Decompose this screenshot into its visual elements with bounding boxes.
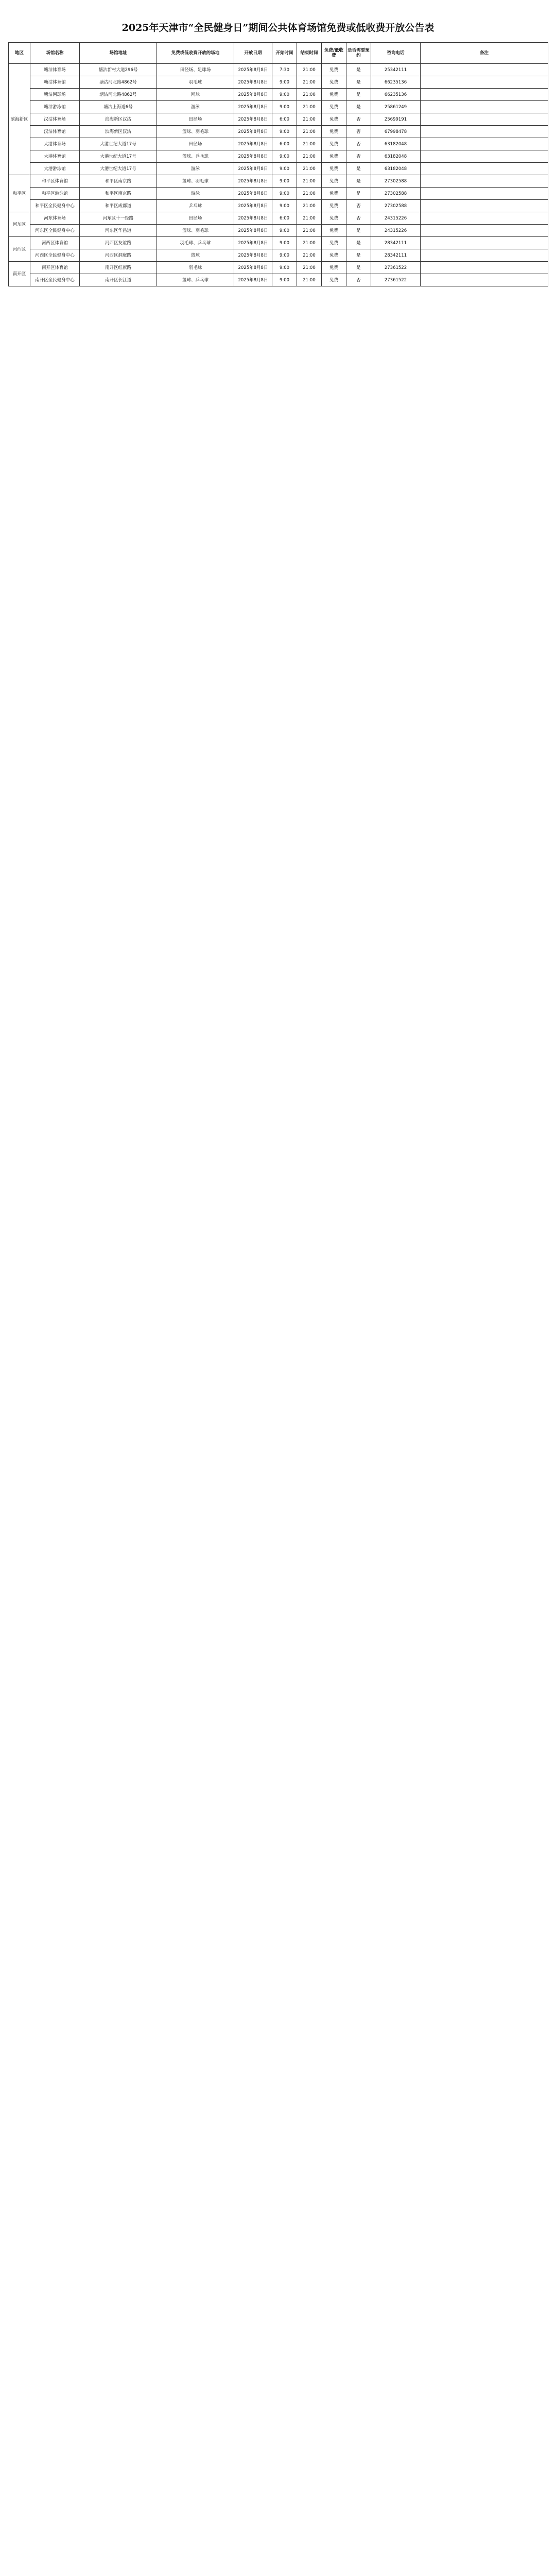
table-cell: 免费: [322, 150, 346, 163]
table-cell: 河东区华昌道: [80, 225, 157, 237]
table-cell: 63182048: [371, 163, 421, 175]
table-cell: 27302588: [371, 200, 421, 212]
table-cell: 南开区红旗路: [80, 262, 157, 274]
table-cell: [421, 113, 548, 126]
table-cell: 免费: [322, 237, 346, 249]
table-cell: 6:00: [272, 212, 297, 225]
table-cell: 篮球、羽毛球: [157, 175, 234, 188]
table-cell: 2025年8月8日: [234, 89, 272, 101]
table-cell: 9:00: [272, 101, 297, 113]
table-cell: 游泳: [157, 101, 234, 113]
table-row: [9, 175, 548, 188]
table-cell: 河西区全民健身中心: [30, 249, 80, 262]
table-cell: 21:00: [297, 274, 322, 286]
table-cell: 河西区洞庭路: [80, 249, 157, 262]
column-header: 场馆名称: [30, 43, 80, 64]
table-cell: 篮球、乒乓球: [157, 274, 234, 286]
table-cell: 9:00: [272, 200, 297, 212]
table-row: [9, 262, 548, 274]
table-cell: 免费: [322, 249, 346, 262]
table-cell: 2025年8月8日: [234, 262, 272, 274]
table-cell: 是: [346, 249, 371, 262]
table-cell: 羽毛球: [157, 262, 234, 274]
table-cell: 免费: [322, 76, 346, 89]
table-cell: 是: [346, 175, 371, 188]
table-cell: [421, 249, 548, 262]
table-cell: 2025年8月8日: [234, 200, 272, 212]
table-cell: 大港世纪大道17号: [80, 138, 157, 150]
table-cell: 2025年8月8日: [234, 163, 272, 175]
table-cell: 塘沽上海道6号: [80, 101, 157, 113]
table-cell: 24315226: [371, 212, 421, 225]
table-cell: 63182048: [371, 150, 421, 163]
table-cell: 大港游泳馆: [30, 163, 80, 175]
table-cell: 2025年8月8日: [234, 150, 272, 163]
table-cell: 24315226: [371, 225, 421, 237]
table-cell: 2025年8月8日: [234, 113, 272, 126]
table-cell: 羽毛球: [157, 76, 234, 89]
table-cell: 9:00: [272, 274, 297, 286]
table-cell: [421, 175, 548, 188]
table-cell: 篮球、乒乓球: [157, 150, 234, 163]
table-cell: 是: [346, 237, 371, 249]
table-cell: 田径场: [157, 138, 234, 150]
column-header: 地区: [9, 43, 30, 64]
table-cell: 是: [346, 76, 371, 89]
table-cell: 河东区全民健身中心: [30, 225, 80, 237]
table-cell: 2025年8月8日: [234, 64, 272, 76]
table-cell: [421, 76, 548, 89]
table-cell: 免费: [322, 188, 346, 200]
table-cell: 21:00: [297, 126, 322, 138]
table-cell: [421, 200, 548, 212]
district-cell: 河东区: [9, 212, 30, 237]
table-row: [9, 212, 548, 225]
table-cell: 免费: [322, 225, 346, 237]
table-cell: 否: [346, 126, 371, 138]
table-cell: 21:00: [297, 225, 322, 237]
table-cell: [421, 274, 548, 286]
table-cell: 河东体育场: [30, 212, 80, 225]
table-cell: 2025年8月8日: [234, 212, 272, 225]
announcement-table: [8, 42, 548, 286]
table-cell: 免费: [322, 200, 346, 212]
table-cell: 免费: [322, 138, 346, 150]
table-cell: 汉沽体育场: [30, 113, 80, 126]
table-cell: [421, 212, 548, 225]
table-cell: 塘沽体育场: [30, 64, 80, 76]
table-cell: 羽毛球、乒乓球: [157, 237, 234, 249]
table-cell: 9:00: [272, 175, 297, 188]
table-cell: 21:00: [297, 101, 322, 113]
table-cell: 否: [346, 150, 371, 163]
table-cell: [421, 138, 548, 150]
table-cell: 滨海新区汉沽: [80, 113, 157, 126]
table-cell: 21:00: [297, 163, 322, 175]
table-cell: 游泳: [157, 163, 234, 175]
table-cell: 是: [346, 262, 371, 274]
table-row: [9, 76, 548, 89]
table-cell: 塘沽游泳馆: [30, 101, 80, 113]
table-cell: 南开区体育馆: [30, 262, 80, 274]
column-header: 场馆地址: [80, 43, 157, 64]
table-header-row: [9, 43, 548, 64]
column-header: 开始时间: [272, 43, 297, 64]
table-cell: 塘沽河北路4862号: [80, 89, 157, 101]
table-cell: 是: [346, 89, 371, 101]
column-header: 免费或低收费开放的场地: [157, 43, 234, 64]
table-cell: 2025年8月8日: [234, 175, 272, 188]
district-cell: 和平区: [9, 175, 30, 212]
table-row: [9, 113, 548, 126]
table-cell: [421, 163, 548, 175]
table-cell: 塘沽新村大道296号: [80, 64, 157, 76]
table-cell: 否: [346, 200, 371, 212]
column-header: 免费/低收费: [322, 43, 346, 64]
table-cell: 2025年8月8日: [234, 249, 272, 262]
table-cell: 免费: [322, 274, 346, 286]
table-cell: 27361522: [371, 262, 421, 274]
table-cell: [421, 126, 548, 138]
table-cell: 否: [346, 212, 371, 225]
table-cell: [421, 188, 548, 200]
table-cell: 和平区南京路: [80, 188, 157, 200]
table-cell: 21:00: [297, 150, 322, 163]
table-row: [9, 237, 548, 249]
table-cell: 否: [346, 113, 371, 126]
table-cell: 9:00: [272, 89, 297, 101]
table-cell: 2025年8月8日: [234, 274, 272, 286]
table-cell: 21:00: [297, 237, 322, 249]
table-cell: 免费: [322, 89, 346, 101]
table-cell: 游泳: [157, 188, 234, 200]
table-cell: 乒乓球: [157, 200, 234, 212]
table-cell: 25861249: [371, 101, 421, 113]
table-cell: 7:30: [272, 64, 297, 76]
table-cell: 2025年8月8日: [234, 237, 272, 249]
table-cell: 2025年8月8日: [234, 126, 272, 138]
table-cell: 和平区游泳馆: [30, 188, 80, 200]
table-cell: 塘沽体育馆: [30, 76, 80, 89]
table-row: [9, 150, 548, 163]
table-cell: 2025年8月8日: [234, 188, 272, 200]
table-cell: 是: [346, 225, 371, 237]
table-cell: [421, 237, 548, 249]
table-cell: 是: [346, 163, 371, 175]
table-row: [9, 138, 548, 150]
table-cell: 2025年8月8日: [234, 101, 272, 113]
table-cell: 28342111: [371, 237, 421, 249]
table-cell: 河西区体育馆: [30, 237, 80, 249]
table-cell: 篮球、羽毛球: [157, 225, 234, 237]
table-cell: 21:00: [297, 64, 322, 76]
column-header: 咨询电话: [371, 43, 421, 64]
district-cell: 河西区: [9, 237, 30, 262]
table-cell: 篮球: [157, 249, 234, 262]
table-cell: 6:00: [272, 113, 297, 126]
table-cell: 21:00: [297, 175, 322, 188]
table-cell: 网球: [157, 89, 234, 101]
table-cell: 63182048: [371, 138, 421, 150]
column-header: 是否需要预约: [346, 43, 371, 64]
table-cell: 是: [346, 101, 371, 113]
table-cell: 田径场: [157, 113, 234, 126]
table-cell: 21:00: [297, 249, 322, 262]
table-cell: 9:00: [272, 76, 297, 89]
table-cell: 南开区全民健身中心: [30, 274, 80, 286]
table-cell: 9:00: [272, 150, 297, 163]
table-cell: 21:00: [297, 262, 322, 274]
table-cell: 27302588: [371, 175, 421, 188]
table-cell: [421, 101, 548, 113]
table-cell: 是: [346, 64, 371, 76]
page-title: 2025年天津市“全民健身日”期间公共体育场馆免费或低收费开放公告表: [121, 22, 435, 33]
table-cell: 21:00: [297, 138, 322, 150]
table-cell: 田径场、足球场: [157, 64, 234, 76]
table-cell: 和平区全民健身中心: [30, 200, 80, 212]
table-row: [9, 188, 548, 200]
table-cell: 66235136: [371, 76, 421, 89]
table-row: [9, 101, 548, 113]
table-cell: 河西区友谊路: [80, 237, 157, 249]
table-cell: 南开区长江道: [80, 274, 157, 286]
table-cell: 9:00: [272, 237, 297, 249]
table-cell: 免费: [322, 175, 346, 188]
table-cell: 是: [346, 188, 371, 200]
table-row: [9, 163, 548, 175]
table-cell: 否: [346, 138, 371, 150]
column-header: 结束时间: [297, 43, 322, 64]
table-cell: 21:00: [297, 113, 322, 126]
table-cell: 9:00: [272, 262, 297, 274]
table-cell: 2025年8月8日: [234, 225, 272, 237]
table-cell: 2025年8月8日: [234, 76, 272, 89]
table-cell: 6:00: [272, 138, 297, 150]
district-cell: 南开区: [9, 262, 30, 286]
table-cell: 9:00: [272, 249, 297, 262]
table-cell: [421, 64, 548, 76]
table-cell: [421, 225, 548, 237]
table-cell: 9:00: [272, 163, 297, 175]
table-cell: 塘沽网球场: [30, 89, 80, 101]
table-row: [9, 249, 548, 262]
table-cell: 9:00: [272, 225, 297, 237]
table-cell: 否: [346, 274, 371, 286]
column-header: 开放日期: [234, 43, 272, 64]
table-row: [9, 200, 548, 212]
table-cell: 汉沽体育馆: [30, 126, 80, 138]
table-row: [9, 225, 548, 237]
table-cell: 66235136: [371, 89, 421, 101]
table-row: [9, 126, 548, 138]
table-cell: 和平区南京路: [80, 175, 157, 188]
table-cell: 免费: [322, 64, 346, 76]
table-cell: 67998478: [371, 126, 421, 138]
table-cell: 大港体育馆: [30, 150, 80, 163]
table-cell: 免费: [322, 212, 346, 225]
table-cell: 9:00: [272, 188, 297, 200]
table-cell: [421, 150, 548, 163]
table-cell: 21:00: [297, 89, 322, 101]
table-cell: 篮球、羽毛球: [157, 126, 234, 138]
table-row: [9, 89, 548, 101]
column-header: 备注: [421, 43, 548, 64]
table-body: [9, 64, 548, 286]
table-cell: 21:00: [297, 212, 322, 225]
table-cell: 大港体育场: [30, 138, 80, 150]
table-cell: 和平区体育馆: [30, 175, 80, 188]
table-cell: [421, 89, 548, 101]
table-cell: 大港世纪大道17号: [80, 150, 157, 163]
table-cell: 25699191: [371, 113, 421, 126]
table-cell: 河东区十一经路: [80, 212, 157, 225]
table-cell: 和平区成都道: [80, 200, 157, 212]
table-cell: 21:00: [297, 76, 322, 89]
table-cell: 免费: [322, 101, 346, 113]
table-cell: 免费: [322, 262, 346, 274]
table-cell: 28342111: [371, 249, 421, 262]
table-cell: 27361522: [371, 274, 421, 286]
table-cell: 21:00: [297, 200, 322, 212]
table-cell: 25342111: [371, 64, 421, 76]
table-cell: 大港世纪大道17号: [80, 163, 157, 175]
table-cell: 塘沽河北路4862号: [80, 76, 157, 89]
table-cell: 田径场: [157, 212, 234, 225]
table-cell: 9:00: [272, 126, 297, 138]
table-cell: 2025年8月8日: [234, 138, 272, 150]
district-cell: 滨海新区: [9, 64, 30, 175]
table-cell: 免费: [322, 113, 346, 126]
table-cell: 免费: [322, 163, 346, 175]
table-cell: 21:00: [297, 188, 322, 200]
table-row: [9, 64, 548, 76]
table-cell: 免费: [322, 126, 346, 138]
table-cell: [421, 262, 548, 274]
table-row: [9, 274, 548, 286]
table-cell: 滨海新区汉沽: [80, 126, 157, 138]
table-cell: 27302588: [371, 188, 421, 200]
